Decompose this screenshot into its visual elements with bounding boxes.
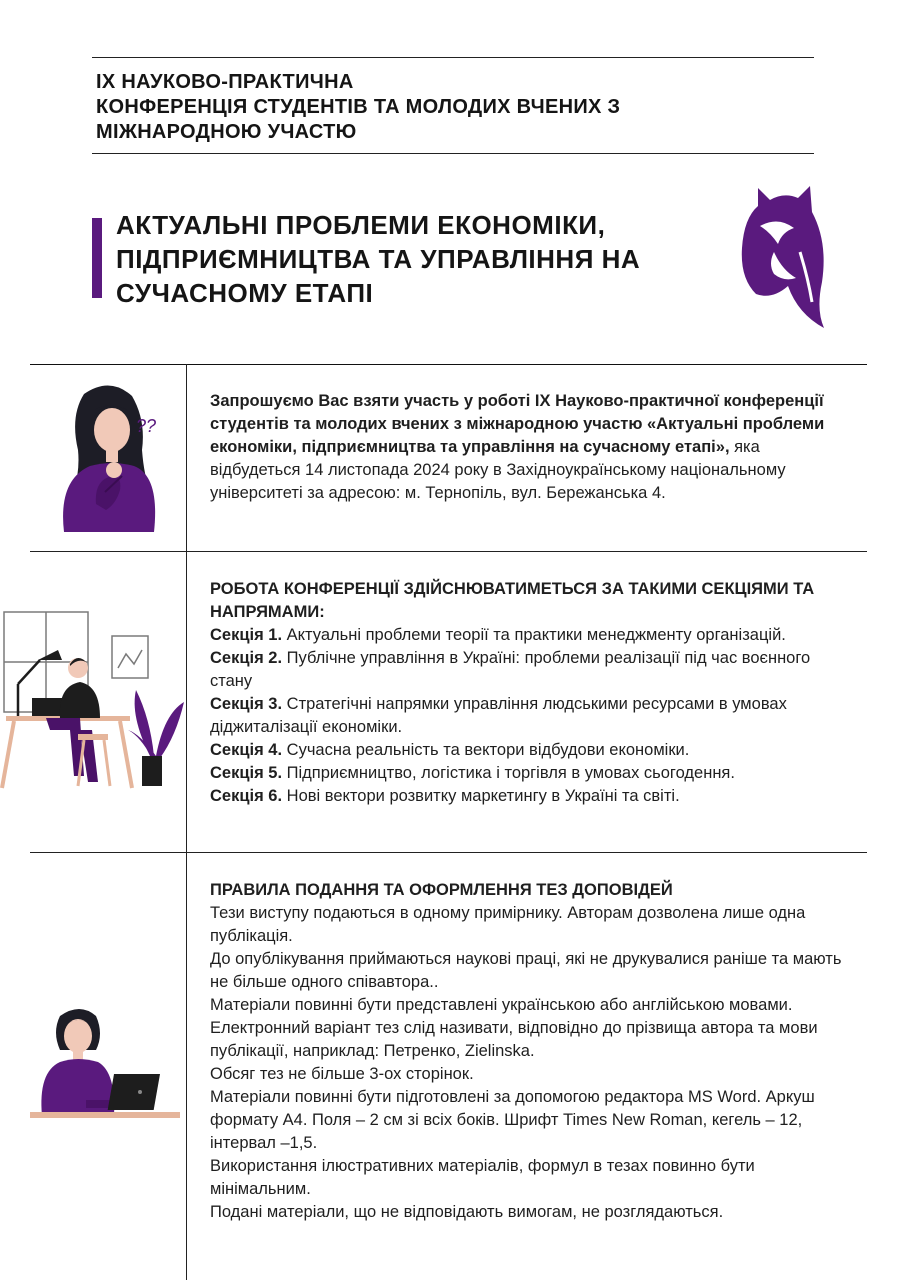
laptop-woman-illustration [30, 1006, 180, 1126]
section-text: Сучасна реальність та вектори відбудови економіки. [282, 741, 690, 759]
section-label: Секція 5. [210, 764, 283, 782]
sections-block [210, 578, 850, 808]
office-worker-illustration [0, 606, 186, 796]
section-text: Актуальні проблеми теорії та практики менеджменту організацій. [282, 626, 786, 644]
conference-line: МІЖНАРОДНОЮ УЧАСТЮ [96, 121, 357, 143]
title-line: ПІДПРИЄМНИЦТВА ТА УПРАВЛІННЯ НА [116, 244, 641, 274]
rule-item: Тези виступу подаються в одному примірнику. Авторам дозволена лише одна публікація. [210, 904, 806, 945]
section-item [210, 647, 850, 693]
question-marks: ?? [136, 416, 157, 436]
table-top-border [30, 364, 867, 365]
conference-title [96, 70, 796, 145]
title-line: СУЧАСНОМУ ЕТАПІ [116, 278, 374, 308]
sections-heading: РОБОТА КОНФЕРЕНЦІЇ ЗДІЙСНЮВАТИМЕТЬСЯ ЗА ТАКИМИ СЕКЦІЯМИ ТА НАПРЯМАМИ: [210, 580, 815, 621]
conference-line: КОНФЕРЕНЦІЯ СТУДЕНТІВ ТА МОЛОДИХ ВЧЕНИХ З [96, 96, 621, 118]
section-text: Підприємництво, логістика і торгівля в умовах сьогодення. [282, 764, 735, 782]
section-text: Нові вектори розвитку маркетингу в Україні та світі. [282, 787, 680, 805]
section-item [210, 693, 850, 739]
rule-item: До опублікування приймаються наукові праці, які не друкувалися раніше та мають не більше одного співавтора.. [210, 950, 842, 991]
section-text: Публічне управління в Україні: проблеми реалізації під час воєнного стану [210, 649, 811, 690]
rule-item: Матеріали повинні бути представлені українською або англійською мовами. [210, 996, 793, 1014]
rules-block [210, 879, 850, 1224]
invitation-bold: Запрошуємо Вас взяти участь у роботі IX Науково-практичної конференції студентів та молодих вчених з міжнародною участю «Актуальні проблеми економіки, підприємництва та управління на сучасному етапі», [210, 392, 825, 456]
section-label: Секція 1. [210, 626, 283, 644]
thinking-woman-illustration [50, 380, 170, 532]
main-title [116, 208, 736, 310]
invitation-text [210, 390, 830, 505]
rule-item: Використання ілюстративних матеріалів, формул в тезах повинно бути мінімальним. [210, 1157, 755, 1198]
section-text: Стратегічні напрямки управління людськими ресурсами в умовах діджиталізації економіки. [210, 695, 787, 736]
rule-item: Матеріали повинні бути підготовлені за допомогою редактора MS Word. Аркуш формату А4. Поля – 2 см зі всіх боків. Шрифт Times New Roman, кегель – 12, інтервал –1,5. [210, 1088, 815, 1152]
section-item [210, 739, 850, 762]
section-item [210, 785, 850, 808]
rule-item: Подані матеріали, що не відповідають вимогам, не розглядаються. [210, 1203, 724, 1221]
section-label: Секція 4. [210, 741, 283, 759]
section-label: Секція 6. [210, 787, 283, 805]
row-divider-2 [30, 852, 867, 853]
rule-item: Обсяг тез не більше 3-ох сторінок. [210, 1065, 474, 1083]
title-accent-bar [92, 218, 102, 298]
section-label: Секція 3. [210, 695, 283, 713]
section-item [210, 762, 850, 785]
row-divider-1 [30, 551, 867, 552]
invitation-regular: яка відбудеться 14 листопада 2024 року в Західноукраїнському національному університеті за адресою: м. Тернопіль, вул. Бережанська 4. [210, 438, 786, 502]
title-line: АКТУАЛЬНІ ПРОБЛЕМИ ЕКОНОМІКИ, [116, 210, 606, 240]
section-item [210, 624, 850, 647]
owl-logo-icon [738, 182, 830, 330]
conference-line: IX НАУКОВО-ПРАКТИЧНА [96, 71, 354, 93]
top-divider [92, 57, 814, 58]
rule-item: Електронний варіант тез слід називати, відповідно до прізвища автора та мови публікації, наприклад: Петренко, Zielinska. [210, 1019, 818, 1060]
header-divider [92, 153, 814, 154]
rules-heading: ПРАВИЛА ПОДАННЯ ТА ОФОРМЛЕННЯ ТЕЗ ДОПОВІДЕЙ [210, 881, 673, 899]
section-label: Секція 2. [210, 649, 283, 667]
table-column-divider [186, 364, 187, 1280]
